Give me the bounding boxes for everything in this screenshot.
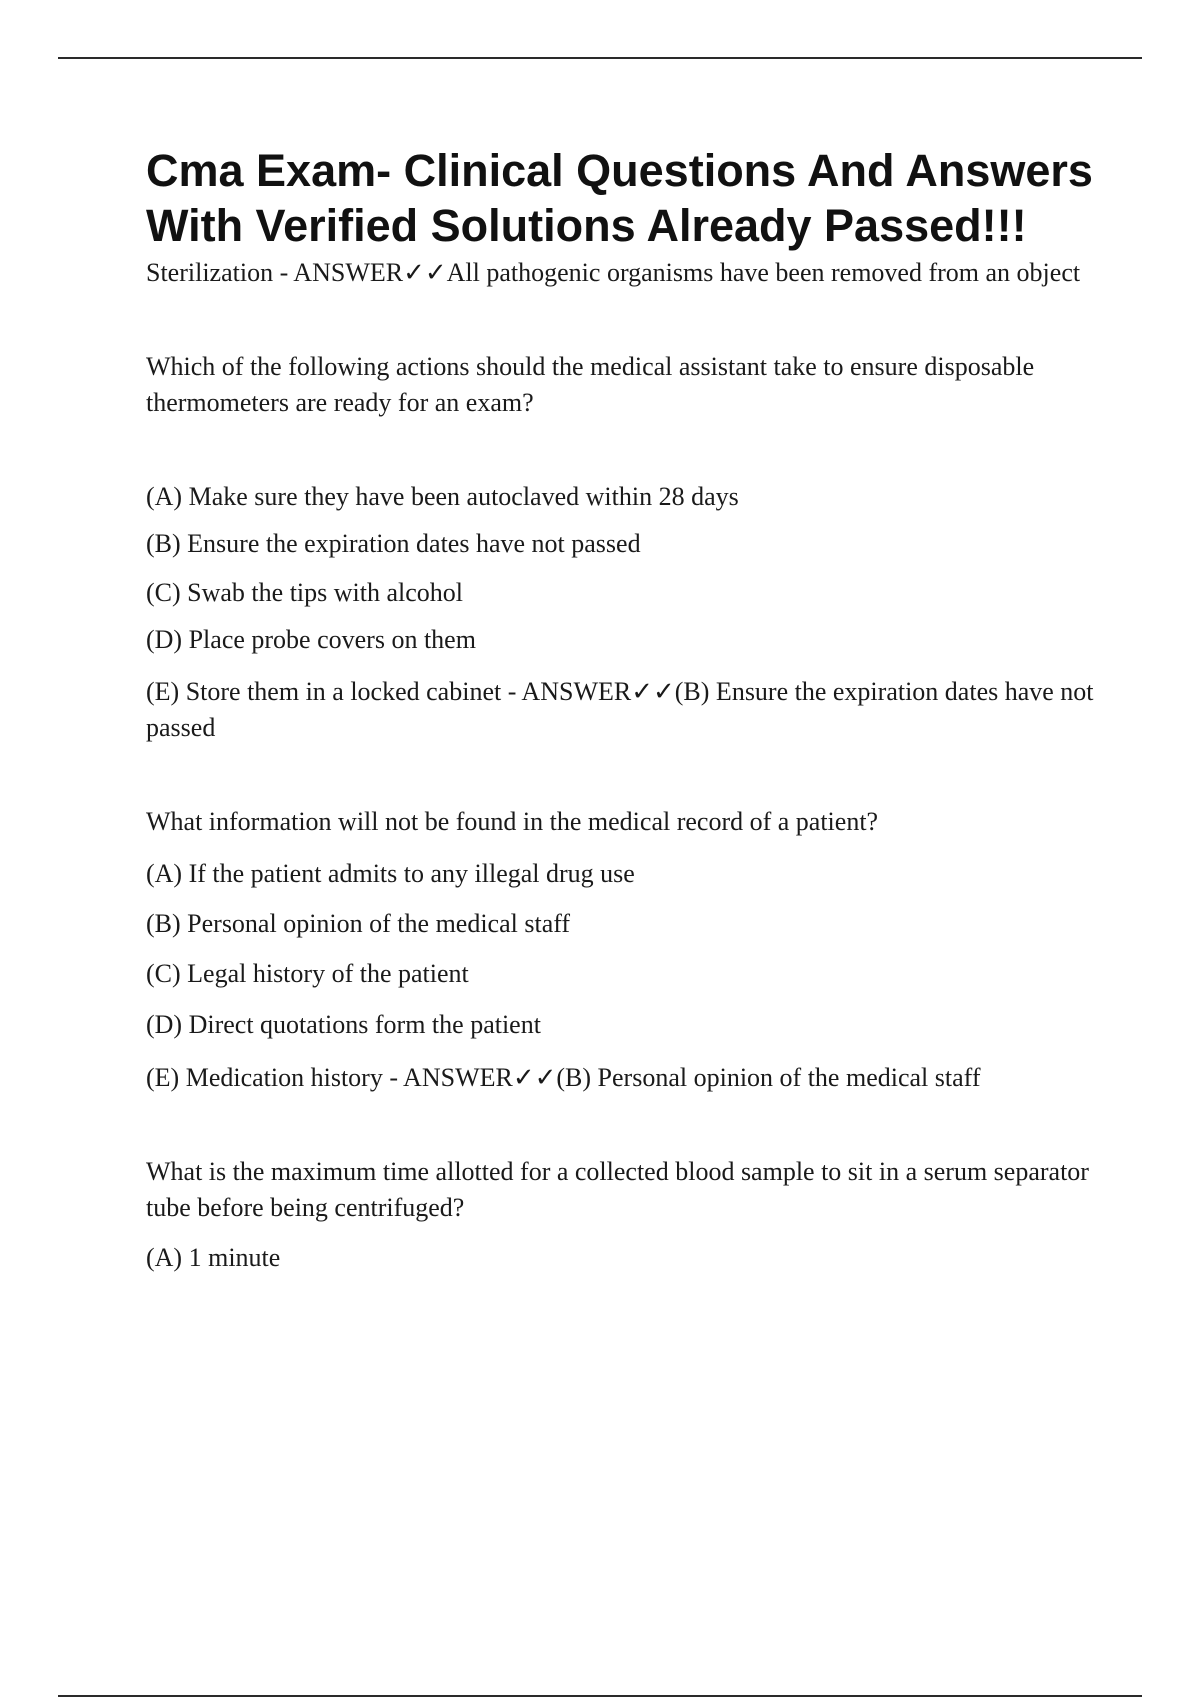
document-body [146, 143, 1106, 1276]
answer-option: (A) 1 minute [146, 1243, 281, 1272]
answer-option: (A) If the patient admits to any illegal drug use [146, 859, 635, 888]
question-prompt: What information will not be found in the medical record of a patient? [146, 807, 879, 836]
bottom-rule [58, 1695, 1142, 1697]
answer-option: (D) Direct quotations form the patient [146, 1010, 541, 1039]
answer-option: (B) Ensure the expiration dates have not passed [146, 529, 641, 558]
answer-option-with-answer: (E) Store them in a locked cabinet - ANSWER✓✓(B) Ensure the expiration dates have not passed [146, 677, 1094, 742]
answer-option: (C) Swab the tips with alcohol [146, 578, 464, 607]
question-prompt: What is the maximum time allotted for a collected blood sample to sit in a serum separator tube before being centrifuged? [146, 1157, 1089, 1222]
question-prompt: Which of the following actions should the medical assistant take to ensure disposable thermometers are ready for an exam? [146, 352, 1035, 417]
answer-option: (B) Personal opinion of the medical staff [146, 909, 571, 938]
answer-option: (C) Legal history of the patient [146, 959, 469, 988]
top-rule [58, 57, 1142, 59]
answer-option: (A) Make sure they have been autoclaved within 28 days [146, 482, 739, 511]
document-title: Cma Exam- Clinical Questions And Answers With Verified Solutions Already Passed!!! [146, 145, 1093, 251]
answer-option: (D) Place probe covers on them [146, 625, 476, 654]
intro-answer: Sterilization - ANSWER✓✓All pathogenic organisms have been removed from an object [146, 258, 1081, 287]
answer-option-with-answer: (E) Medication history - ANSWER✓✓(B) Personal opinion of the medical staff [146, 1063, 981, 1092]
